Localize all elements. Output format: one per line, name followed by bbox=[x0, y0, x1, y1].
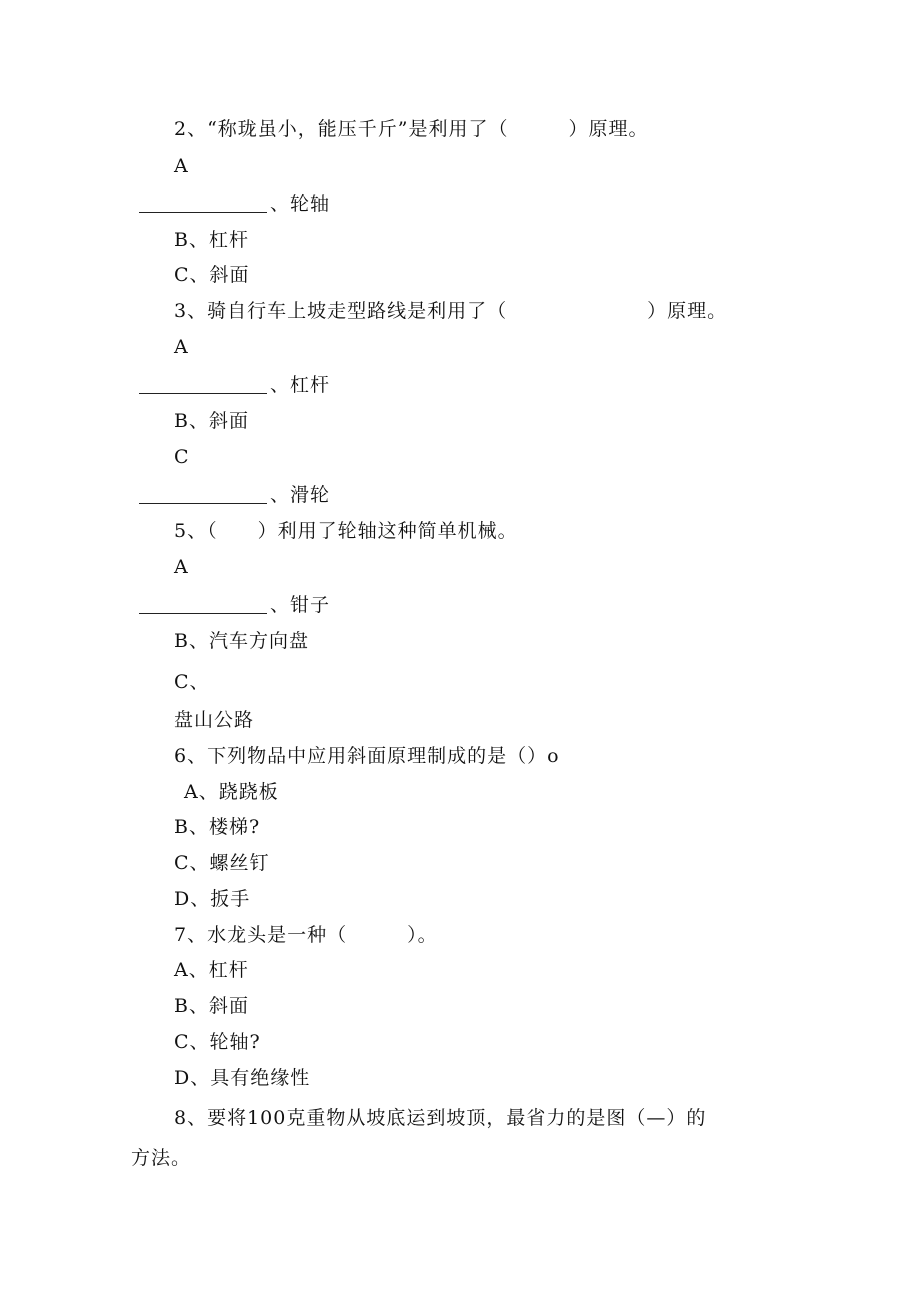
question-3-text: 3、骑自行车上坡走型路线是利用了（ ）原理。 bbox=[174, 300, 728, 322]
question-3-option-a-text: 、杠杆 bbox=[270, 374, 331, 396]
question-7-option-d: D、具有绝缘性 bbox=[174, 1067, 311, 1089]
question-7-option-a: A、杠杆 bbox=[174, 959, 249, 981]
question-6-option-b: B、楼梯? bbox=[174, 816, 261, 838]
question-8-text: 8、要将100克重物从坡底运到坡顶，最省力的是图（—）的 bbox=[174, 1107, 707, 1129]
question-2-option-a-label: A bbox=[174, 155, 189, 177]
question-7-option-c: C、轮轴? bbox=[174, 1031, 261, 1053]
question-3-option-b: B、斜面 bbox=[174, 410, 249, 432]
question-7-option-b: B、斜面 bbox=[174, 995, 249, 1017]
question-5-text: 5、（ ）利用了轮轴这种简单机械。 bbox=[174, 520, 518, 542]
question-8-text-continued: 方法。 bbox=[131, 1147, 192, 1169]
question-2-text: 2、“称珑虽小，能压千斤”是利用了（ ）原理。 bbox=[174, 118, 649, 140]
question-6-option-a: A、跷跷板 bbox=[184, 781, 279, 803]
question-7-text: 7、水龙头是一种（ ）。 bbox=[174, 924, 438, 946]
question-5-option-c-text: 盘山公路 bbox=[174, 709, 255, 731]
question-3-option-c-label: C bbox=[174, 446, 190, 468]
question-2-option-c: C、斜面 bbox=[174, 264, 250, 286]
question-3-option-c-text: 、滑轮 bbox=[270, 484, 331, 506]
question-2-option-b: B、杠杆 bbox=[174, 229, 249, 251]
answer-blank bbox=[139, 613, 267, 614]
question-5-option-a-label: A bbox=[174, 556, 189, 578]
answer-blank bbox=[139, 503, 267, 504]
question-5-option-b: B、汽车方向盘 bbox=[174, 630, 309, 652]
question-2-option-a-text: 、轮轴 bbox=[270, 193, 331, 215]
question-6-text: 6、下列物品中应用斜面原理制成的是（）o bbox=[174, 745, 560, 767]
question-6-option-c: C、螺丝钉 bbox=[174, 852, 270, 874]
answer-blank bbox=[139, 393, 267, 394]
question-6-option-d: D、扳手 bbox=[174, 888, 251, 910]
answer-blank bbox=[139, 212, 267, 213]
question-5-option-a-text: 、钳子 bbox=[270, 594, 331, 616]
question-5-option-c-label: C、 bbox=[174, 671, 210, 693]
question-3-option-a-label: A bbox=[174, 336, 189, 358]
